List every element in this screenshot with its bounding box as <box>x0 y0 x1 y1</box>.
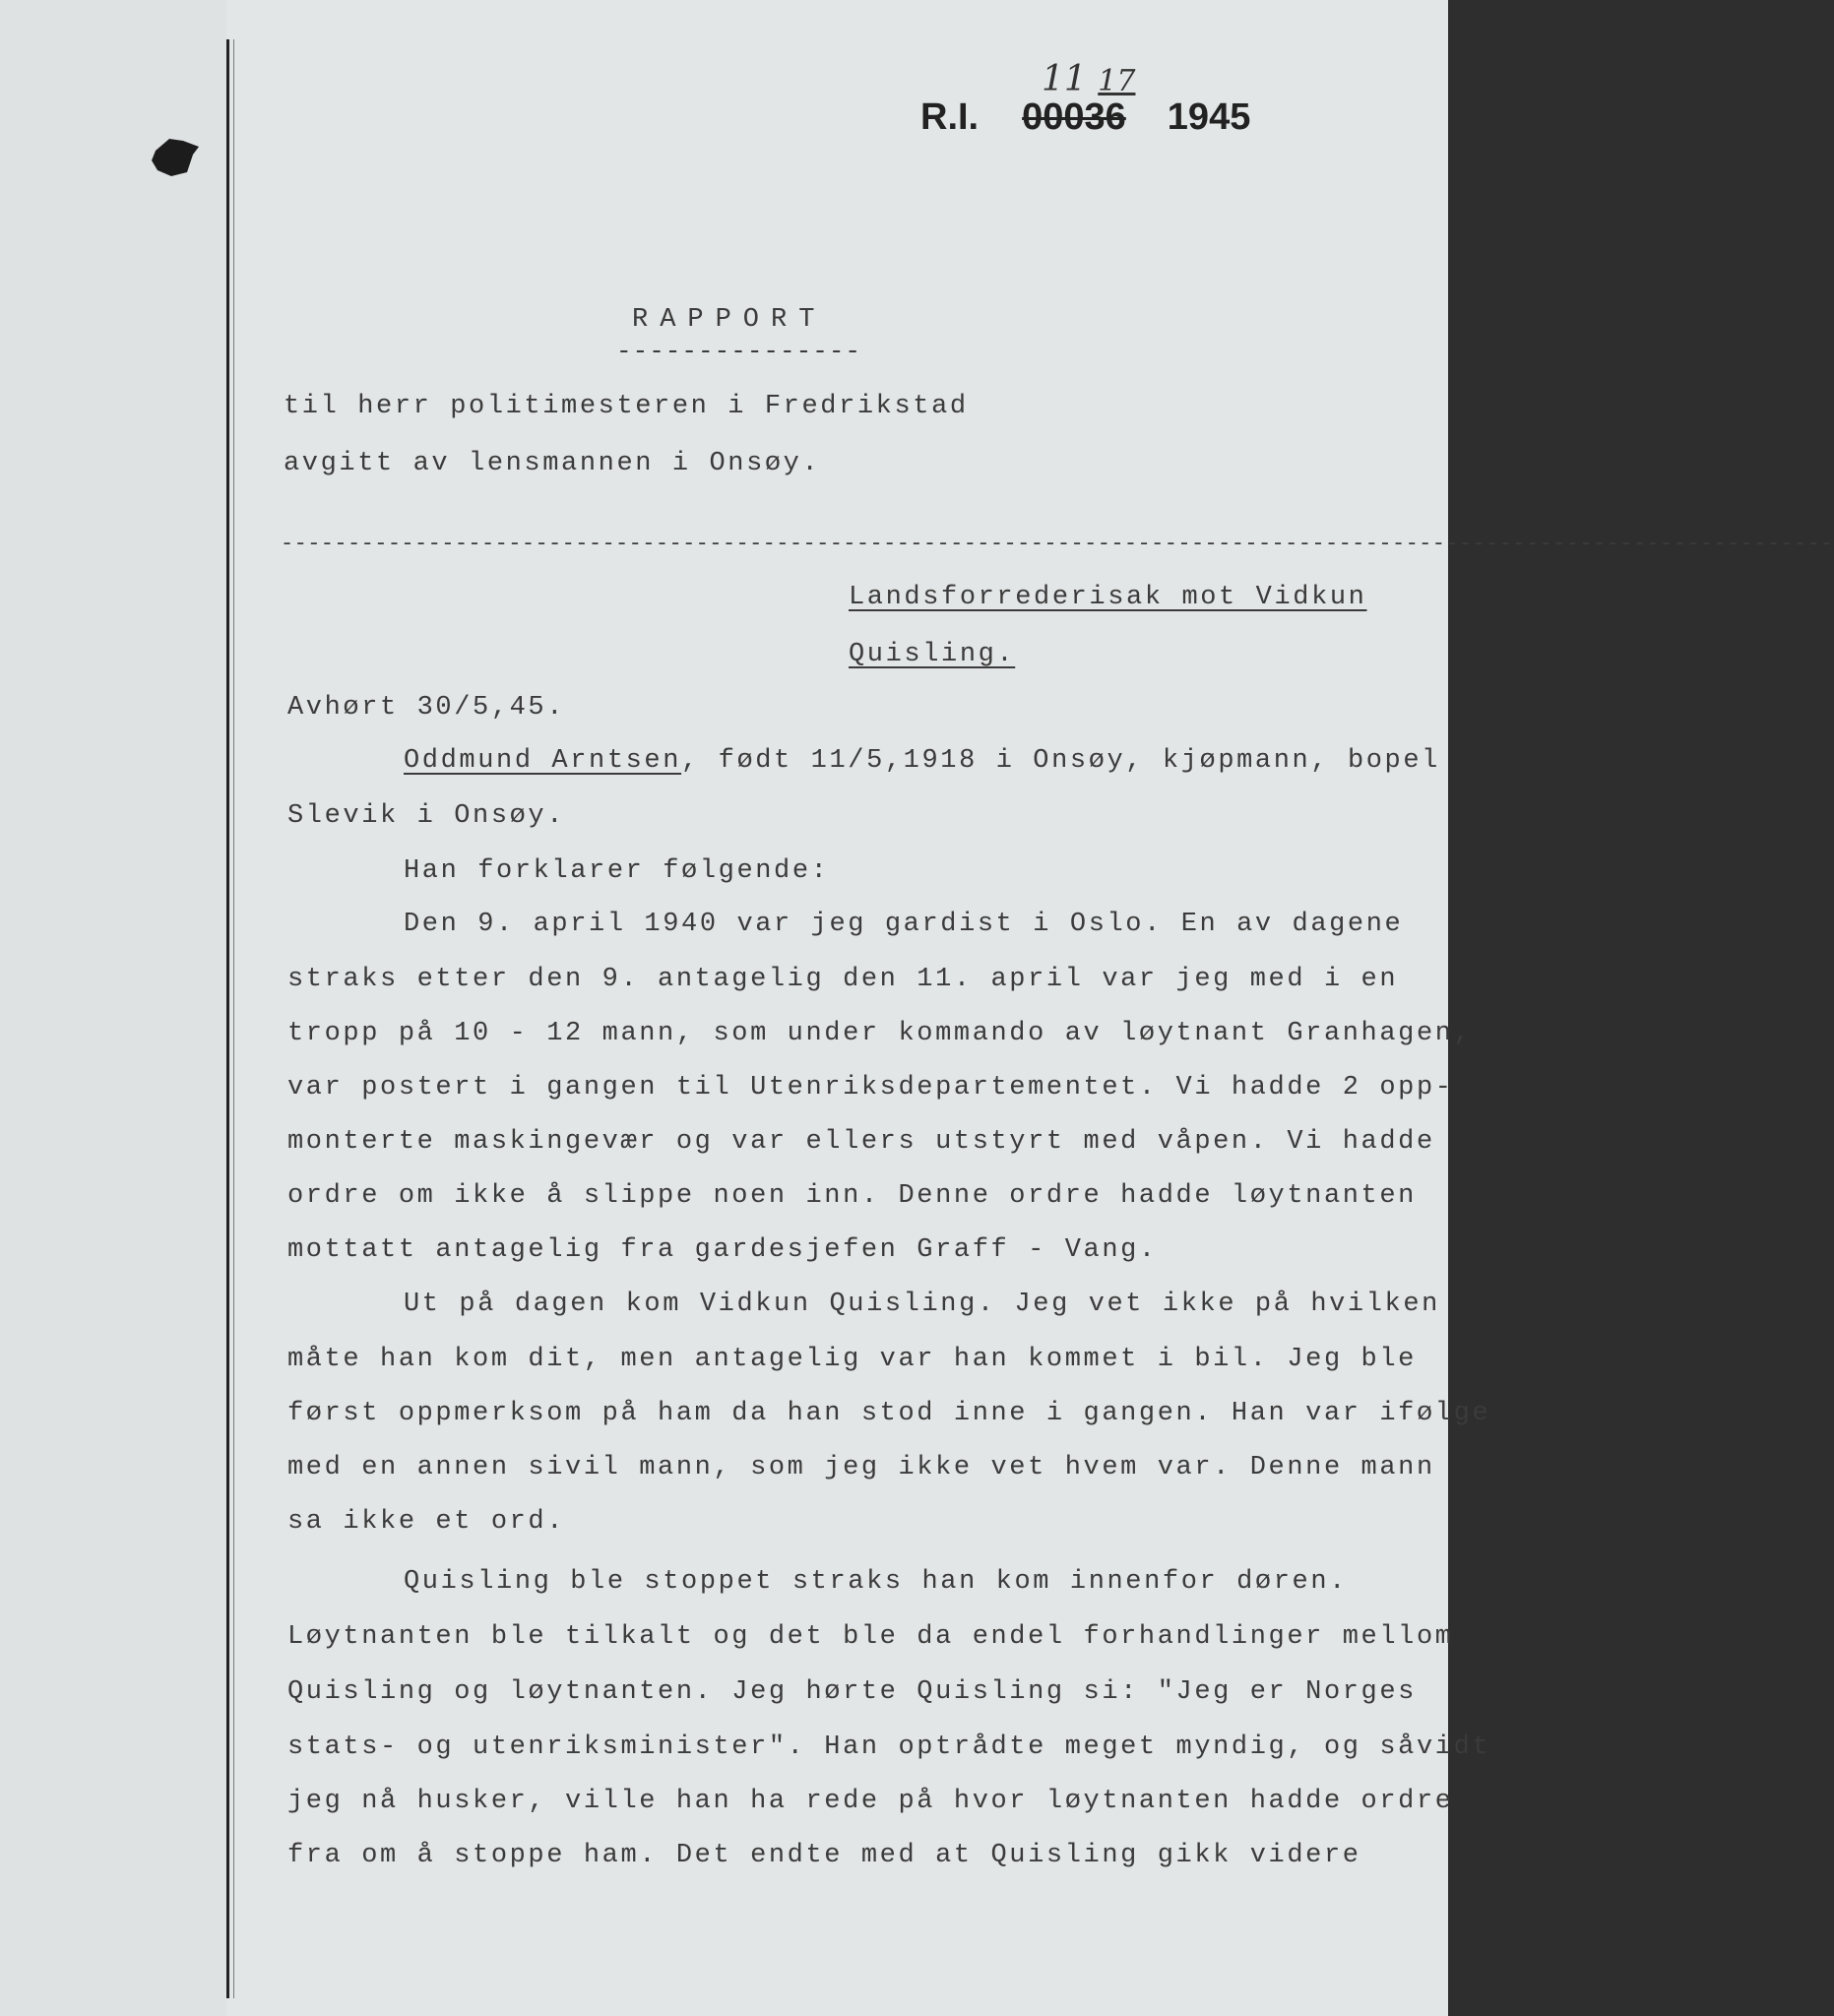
body-line: stats- og utenriksminister". Han optrådte meget myndig, og såvidt <box>287 1732 1491 1762</box>
body-line: med en annen sivil mann, som jeg ikke vet hvem var. Denne mann <box>287 1453 1435 1482</box>
body-line: Den 9. april 1940 var jeg gardist i Oslo. En av dagene <box>404 910 1404 939</box>
addressee-line: til herr politimesteren i Fredrikstad <box>284 392 969 421</box>
body-line: monterte maskingevær og var ellers utstyrt med våpen. Vi hadde <box>287 1127 1435 1157</box>
witness-details: , født 11/5,1918 i Onsøy, kjøpmann, bopel <box>681 746 1440 776</box>
body-line: fra om å stoppe ham. Det endte med at Quisling gikk videre <box>287 1841 1361 1870</box>
ink-blot-mark <box>148 133 207 182</box>
stamp-year: 1945 <box>1167 96 1251 138</box>
title-underline: --------------- <box>616 337 862 366</box>
body-line: mottatt antagelig fra gardesjefen Graff - Vang. <box>287 1235 1158 1265</box>
stamp-prefix: R.I. <box>920 96 980 138</box>
body-line: Quisling og løytnanten. Jeg hørte Quisling si: "Jeg er Norges <box>287 1677 1417 1707</box>
body-line: jeg nå husker, ville han ha rede på hvor løytnanten hadde ordre <box>287 1787 1454 1816</box>
body-line: sa ikke et ord. <box>287 1507 566 1537</box>
witness-address: Slevik i Onsøy. <box>287 801 566 831</box>
left-margin <box>0 0 226 2016</box>
body-line: ordre om ikke å slippe noen inn. Denne ordre hadde løytnanten <box>287 1181 1417 1211</box>
body-line: først oppmerksom på ham da han stod inne i gangen. Han var ifølge <box>287 1399 1491 1428</box>
body-line: tropp på 10 - 12 mann, som under kommando av løytnant Granhagen, <box>287 1019 1473 1048</box>
case-title-line2: Quisling. <box>849 640 1016 669</box>
stamp-struck-number: 00036 <box>1022 96 1126 138</box>
witness-line <box>404 746 1440 776</box>
body-line: Quisling ble stoppet straks han kom innenfor døren. <box>404 1567 1348 1597</box>
margin-rule-secondary <box>233 39 234 1998</box>
body-line: Ut på dagen kom Vidkun Quisling. Jeg vet ikke på hvilken <box>404 1290 1440 1319</box>
body-line: var postert i gangen til Utenriksdepartementet. Vi hadde 2 opp- <box>287 1073 1454 1102</box>
body-line: måte han kom dit, men antagelig var han kommet i bil. Jeg ble <box>287 1345 1417 1374</box>
statement-intro: Han forklarer følgende: <box>404 856 830 886</box>
interview-date: Avhørt 30/5,45. <box>287 693 566 723</box>
separator-line: -------------------------------------------------------------------------------------------------------------------- <box>281 532 1834 556</box>
handwritten-page-number: 11 17 <box>1042 59 1136 99</box>
archive-stamp <box>920 96 1250 139</box>
margin-rule <box>226 39 229 1998</box>
body-line: straks etter den 9. antagelig den 11. april var jeg med i en <box>287 965 1399 994</box>
case-title-line1: Landsforrederisak mot Vidkun <box>849 583 1367 612</box>
report-title: RAPPORT <box>632 305 827 335</box>
issuer-line: avgitt av lensmannen i Onsøy. <box>284 449 821 478</box>
body-line: Løytnanten ble tilkalt og det ble da endel forhandlinger mellom <box>287 1622 1454 1652</box>
witness-name: Oddmund Arntsen <box>404 746 682 776</box>
